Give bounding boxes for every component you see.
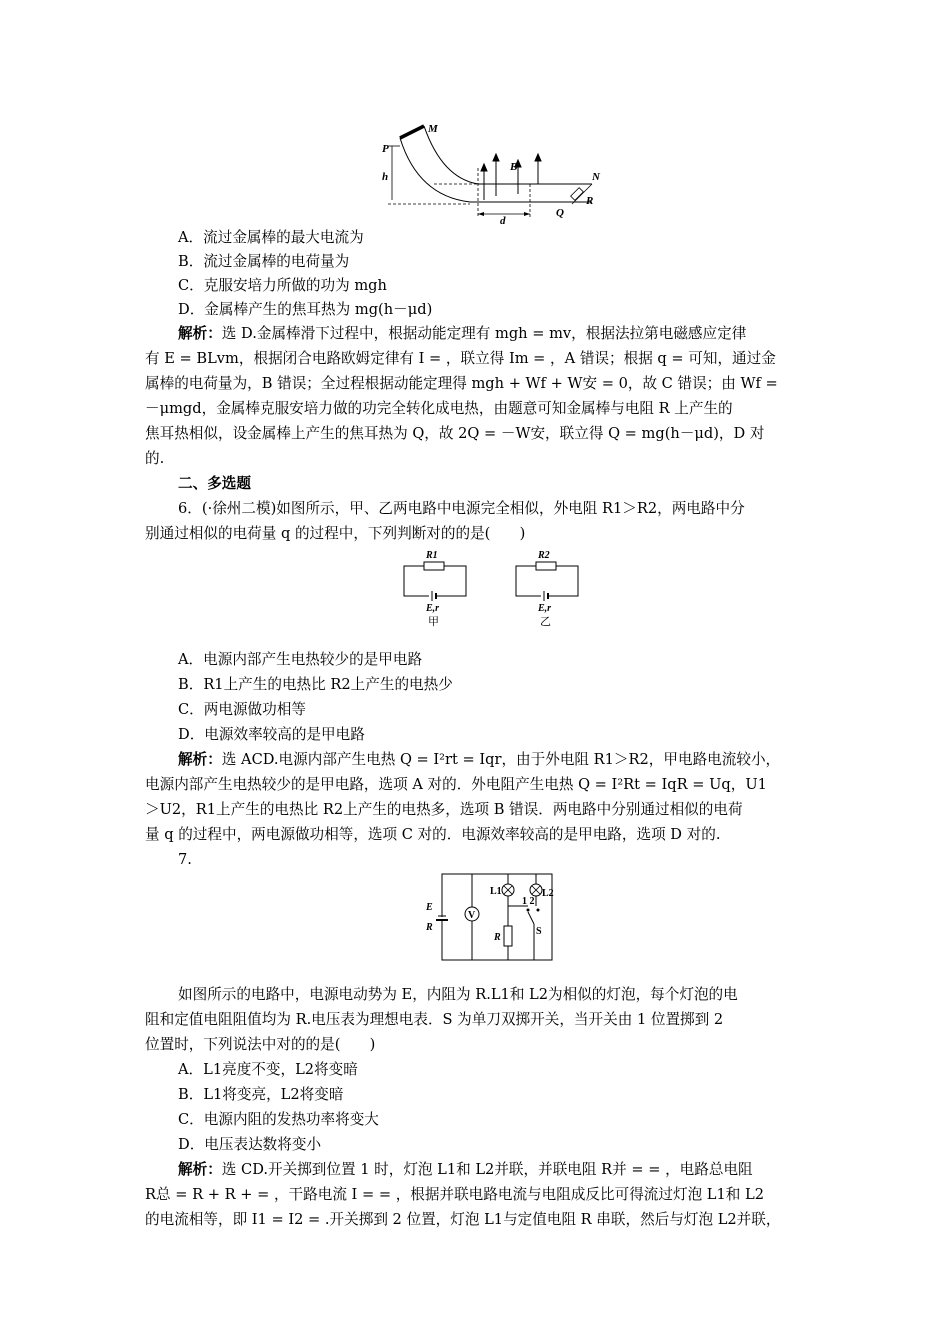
label-positions: 1 2 (522, 896, 535, 907)
analysis-label: 解析： (178, 751, 222, 768)
q6-analysis-line-1: 解析：选 ACD.电源内部产生电热 Q = I²rt = Iqr，由于外电阻 R1＞R2，甲电路电流较小， (178, 751, 781, 768)
label-er-yi: E,r (538, 603, 552, 614)
q5-analysis-line-6: 的. (145, 450, 165, 467)
q5-analysis-line-1: 解析：选 D.金属棒滑下过程中，根据动能定理有 mgh = mv，根据法拉第电磁感应定律 (178, 325, 747, 342)
label-jia: 甲 (428, 616, 439, 628)
q7-stem-line-1: 如图所示的电路中，电源电动势为 E，内阻为 R.L1和 L2为相似的灯泡，每个灯泡的电 (178, 986, 738, 1003)
analysis-label: 解析： (178, 325, 222, 342)
q5-analysis-line-2: 有 E = BLvm，根据闭合电路欧姆定律有 I = ，联立得 Im = ，A 错误；根据 q = 可知，通过金 (145, 350, 776, 367)
label-er-jia: E,r (426, 603, 440, 614)
q6-option-b: B．R1上产生的电热比 R2上产生的电热少 (178, 676, 453, 693)
label-R1: R1 (426, 550, 438, 561)
label-B: B (510, 161, 518, 173)
q6-stem-line-1: 6．(·徐州二模)如图所示，甲、乙两电路中电源完全相似，外电阻 R1＞R2，两电路中分 (178, 500, 745, 517)
label-yi: 乙 (540, 616, 551, 628)
q6-option-c: C．两电源做功相等 (178, 701, 306, 718)
q6-analysis-line-2: 电源内部产生电热较少的是甲电路，选项 A 对的．外电阻产生电热 Q = I²Rt = IqR = Uq，U1 (145, 776, 767, 793)
label-R: R (494, 932, 501, 943)
circuit-figure-jia-yi (400, 548, 590, 630)
q5-analysis-line-3: 属棒的电荷量为，B 错误；全过程根据动能定理得 mgh + Wf + W安 = 0，故 C 错误；由 Wf = (145, 375, 778, 392)
section-heading-multiple-choice: 二、多选题 (178, 475, 251, 492)
q5-option-d: D．金属棒产生的焦耳热为 mg(h－μd) (178, 301, 433, 318)
q5-option-c: C．克服安培力所做的功为 mgh (178, 277, 387, 294)
q5-option-b: B．流过金属棒的电荷量为 (178, 253, 350, 270)
analysis-label: 解析： (178, 1161, 222, 1178)
label-L1: L1 (490, 886, 502, 897)
q6-option-a: A．电源内部产生电热较少的是甲电路 (178, 651, 423, 668)
label-Q: Q (556, 207, 564, 219)
label-R2: R2 (538, 550, 550, 561)
label-N: N (592, 171, 600, 183)
q7-analysis-line-3: 的电流相等，即 I1 = I2 = .开关掷到 2 位置，灯泡 L1与定值电阻 R 串联，然后与灯泡 L2并联， (145, 1211, 781, 1228)
circuit-figure-q7 (424, 870, 564, 966)
q6-analysis-line-4: 量 q 的过程中，两电源做功相等，选项 C 对的．电源效率较高的是甲电路，选项 D 对的. (145, 826, 721, 843)
q7-analysis-line-1: 解析：选 CD.开关掷到位置 1 时，灯泡 L1和 L2并联，并联电阻 R并 = = ，电路总电阻 (178, 1161, 753, 1178)
q5-option-a: A．流过金属棒的最大电流为 (178, 229, 364, 246)
label-R: R (586, 195, 594, 207)
q7-stem-line-2: 阻和定值电阻阻值均为 R.电压表为理想电表．S 为单刀双掷开关，当开关由 1 位置掷到 2 (145, 1011, 724, 1028)
q7-option-d: D．电压表达数将变小 (178, 1136, 322, 1153)
q6-option-d: D．电源效率较高的是甲电路 (178, 726, 365, 743)
q7-number: 7. (178, 851, 192, 868)
label-E: E (426, 902, 433, 913)
q5-analysis-line-5: 焦耳热相似，设金属棒上产生的焦耳热为 Q，故 2Q = －W安，联立得 Q = mg(h－μd)，D 对 (145, 425, 765, 442)
label-h: h (382, 171, 389, 183)
q7-option-a: A．L1亮度不变，L2将变暗 (178, 1061, 358, 1078)
label-L2: L2 (542, 888, 554, 899)
q6-stem-line-2: 别通过相似的电荷量 q 的过程中，下列判断对的的是( ) (145, 525, 526, 542)
label-M: M (428, 123, 438, 135)
q7-stem-line-3: 位置时，下列说法中对的的是( ) (145, 1036, 376, 1053)
q6-analysis-line-3: ＞U2，R1上产生的电热比 R2上产生的电热多，选项 B 错误．两电路中分别通过相似的电荷 (145, 801, 743, 818)
label-P: P (382, 143, 389, 155)
q5-analysis-line-4: －μmgd，金属棒克服安培力做的功完全转化成电热，由题意可知金属棒与电阻 R 上产生的 (145, 400, 733, 417)
label-S: S (536, 926, 542, 937)
voltmeter-icon: V (468, 910, 476, 921)
label-R-left: R (426, 922, 433, 933)
q7-option-b: B．L1将变亮，L2将变暗 (178, 1086, 344, 1103)
label-d: d (500, 215, 506, 226)
q7-analysis-line-2: R总 = R + R + = ，干路电流 I = = ，根据并联电路电流与电阻成反比可得流过灯泡 L1和 L2 (145, 1186, 764, 1203)
track-magnetic-field-figure (378, 118, 610, 226)
q7-option-c: C．电源内阻的发热功率将变大 (178, 1111, 379, 1128)
